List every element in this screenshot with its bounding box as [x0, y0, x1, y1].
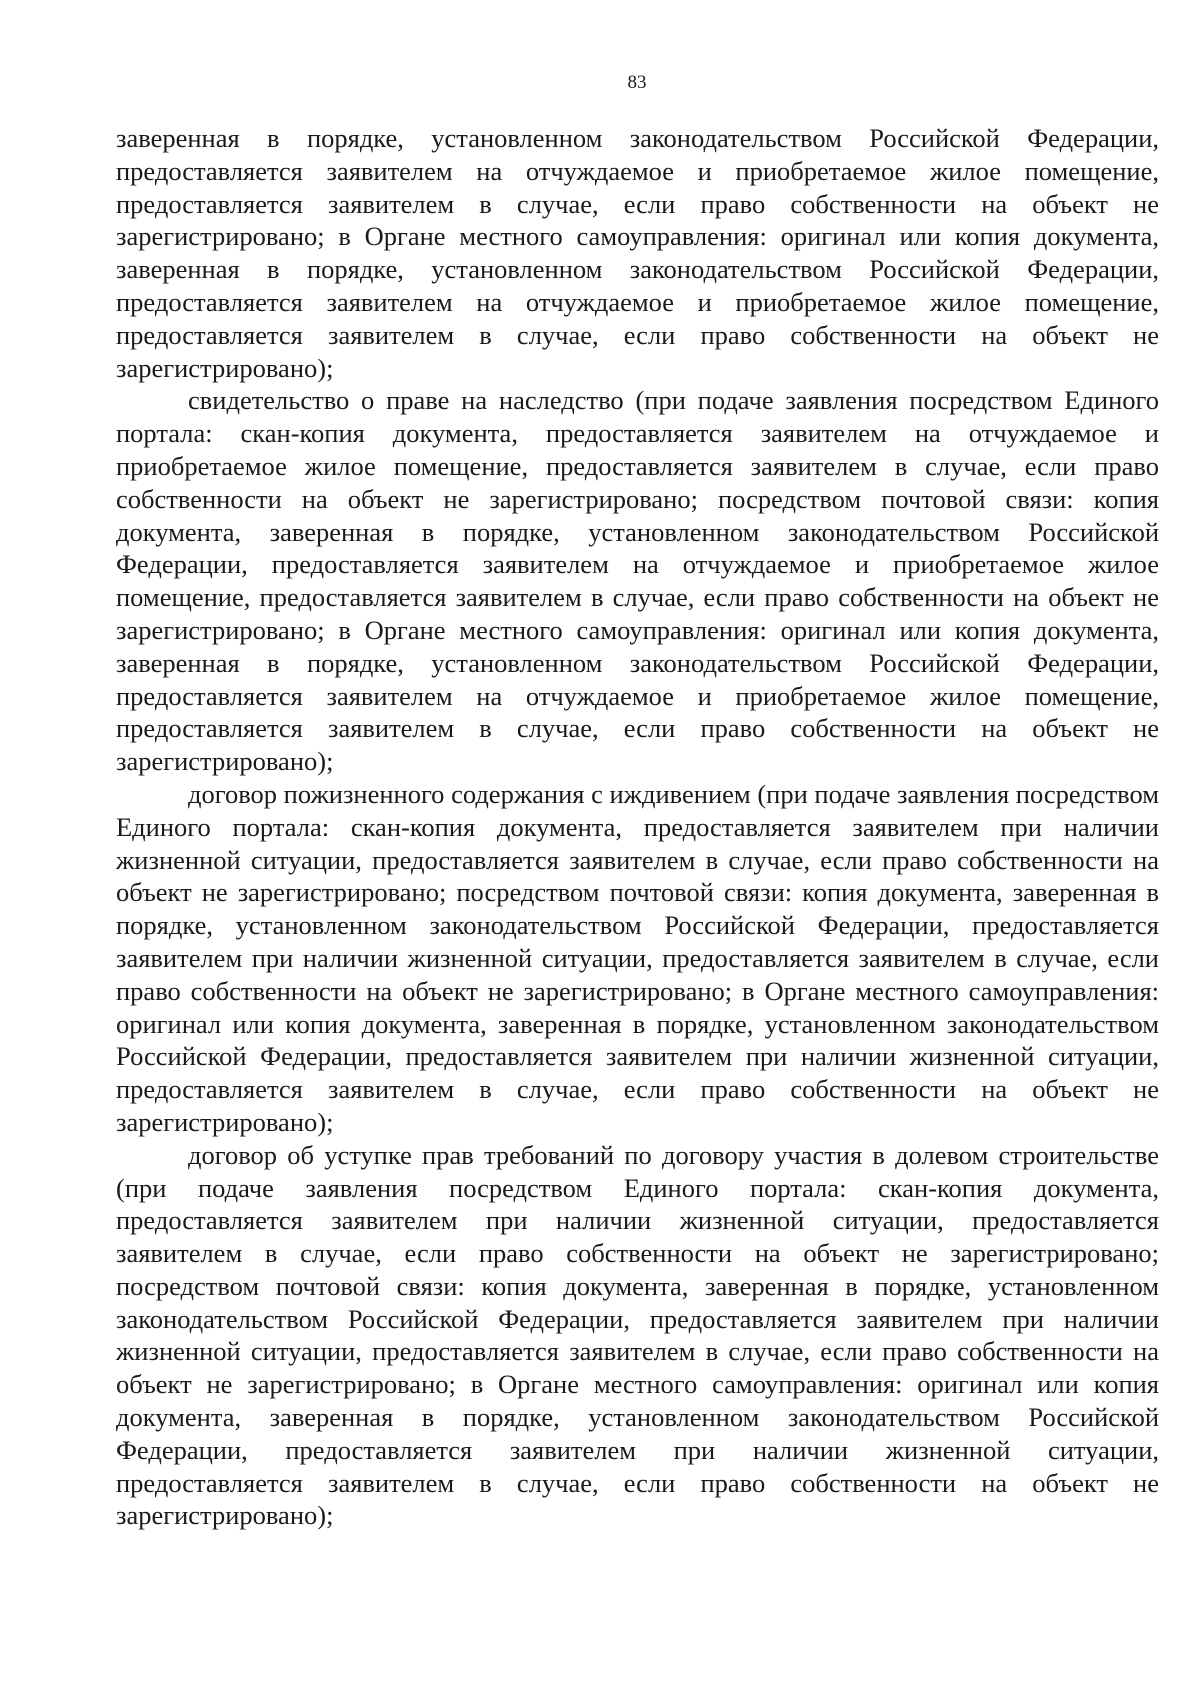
paragraph-continuation: заверенная в порядке, установленном законодательством Российской Федерации, предоставляется заявителем на отчуждаемое и приобретаемое жилое помещение, предоставляется заявителем в случае, если право собственности на объект не зарегистрировано; в Органе местного самоуправления: оригинал или копия документа, заверенная в порядке, установленном законодательством Российской Федерации, предоставляется заявителем на отчуждаемое и приобретаемое жилое помещение, предоставляется заявителем в случае, если право собственности на объект не зарегистрировано); [116, 123, 1159, 383]
paragraph-assignment-of-claims-contract: договор об уступке прав требований по договору участия в долевом строительстве (при подаче заявления посредством Единого портала: скан-копия документа, предоставляется заявителем при наличии жизненной ситуации, предоставляется заявителем в случае, если право собственности на объект не зарегистрировано; посредством почтовой связи: копия документа, заверенная в порядке, установленном законодательством Российской Федерации, предоставляется заявителем при наличии жизненной ситуации, предоставляется заявителем в случае, если право собственности на объект не зарегистрировано; в Органе местного самоуправления: оригинал или копия документа, заверенная в порядке, установленном законодательством Российской Федерации, предоставляется заявителем при наличии жизненной ситуации, предоставляется заявителем в случае, если право собственности на объект не зарегистрировано); [116, 1139, 1159, 1531]
page-number: 83 [627, 72, 647, 93]
paragraph-inheritance-certificate: свидетельство о праве на наследство (при подаче заявления посредством Единого портала: скан-копия документа, предоставляется заявителем на отчуждаемое и приобретаемое жилое помещение, предоставляется заявителем в случае, если право собственности на объект не зарегистрировано; посредством почтовой связи: копия документа, заверенная в порядке, установленном законодательством Российской Федерации, предоставляется заявителем на отчуждаемое и приобретаемое жилое помещение, предоставляется заявителем в случае, если право собственности на объект не зарегистрировано; в Органе местного самоуправления: оригинал или копия документа, заверенная в порядке, установленном законодательством Российской Федерации, предоставляется заявителем на отчуждаемое и приобретаемое жилое помещение, предоставляется заявителем в случае, если право собственности на объект не зарегистрировано); [116, 385, 1159, 777]
document-body [116, 122, 1159, 1532]
paragraph-lifetime-maintenance-contract: договор пожизненного содержания с иждивением (при подаче заявления посредством Единого портала: скан-копия документа, предоставляется заявителем при наличии жизненной ситуации, предоставляется заявителем в случае, если право собственности на объект не зарегистрировано; посредством почтовой связи: копия документа, заверенная в порядке, установленном законодательством Российской Федерации, предоставляется заявителем при наличии жизненной ситуации, предоставляется заявителем в случае, если право собственности на объект не зарегистрировано; в Органе местного самоуправления: оригинал или копия документа, заверенная в порядке, установленном законодательством Российской Федерации, предоставляется заявителем при наличии жизненной ситуации, предоставляется заявителем в случае, если право собственности на объект не зарегистрировано); [116, 778, 1159, 1137]
